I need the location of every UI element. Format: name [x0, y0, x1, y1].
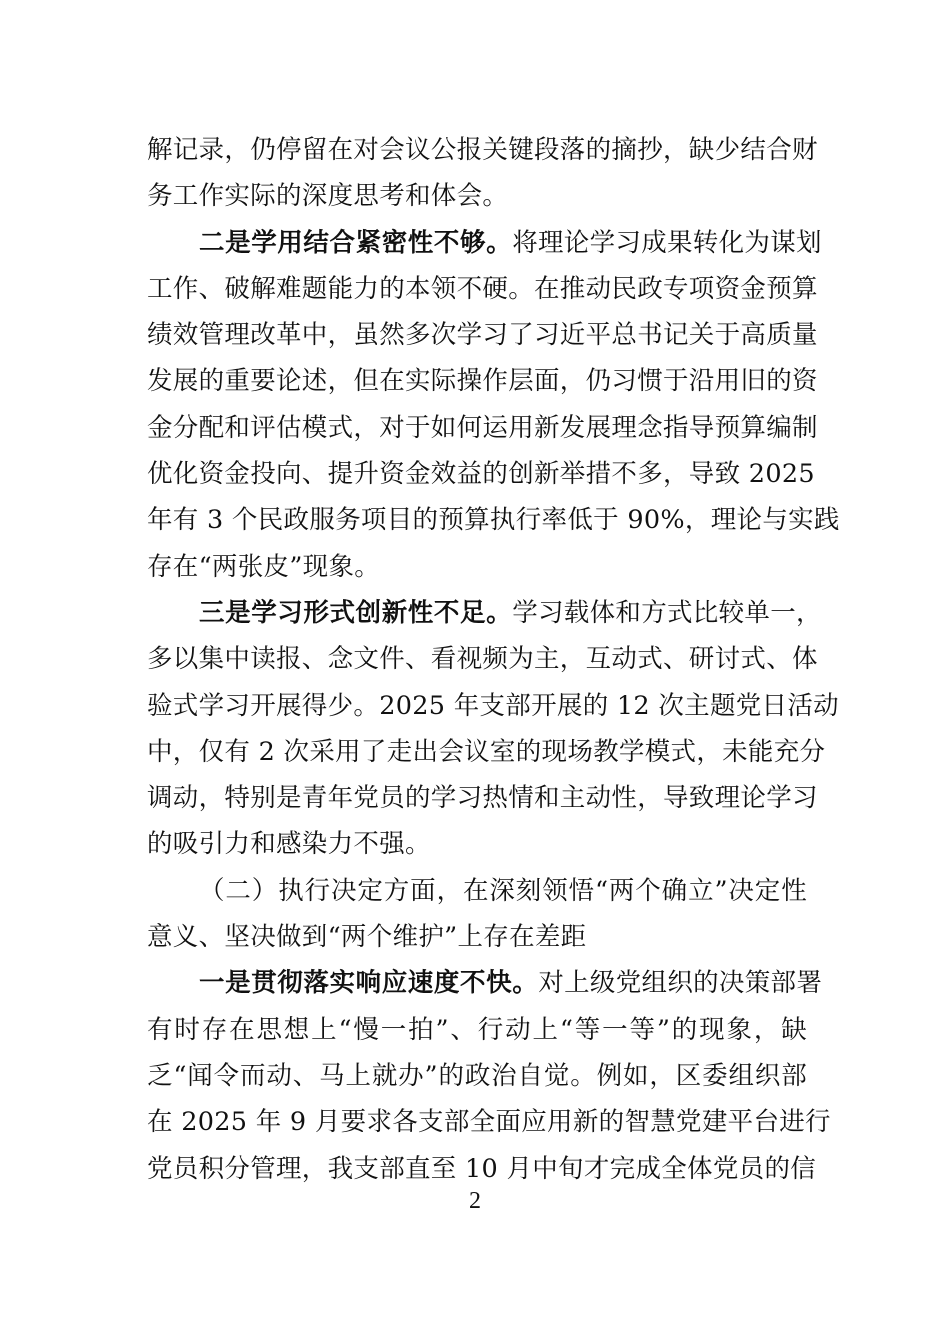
text-line: 金分配和评估模式，对于如何运用新发展理念指导预算编制 — [147, 412, 818, 443]
text-line: 调动，特别是青年党员的学习热情和主动性，导致理论学习 — [147, 783, 818, 814]
text-line: 多以集中读报、念文件、看视频为主，互动式、研讨式、体 — [147, 644, 818, 675]
paragraph-lead: 一是贯彻落实响应速度不快。 — [199, 968, 539, 999]
text-line: 存在“两张皮”现象。 — [147, 551, 381, 582]
text-fragment: 学习载体和方式比较单一， — [512, 597, 822, 628]
paragraph-implementation-speed — [147, 960, 831, 1191]
paragraph-lead: 三是学习形式创新性不足。 — [199, 597, 513, 628]
text-line: 的吸引力和感染力不强。 — [147, 829, 431, 860]
text-line — [147, 590, 822, 636]
text-line: 在 2025 年 9 月要求各支部全面应用新的智慧党建平台进行 — [147, 1107, 831, 1138]
text-fragment: 对上级党组织的决策部署 — [538, 968, 823, 999]
text-line — [147, 220, 822, 266]
document-body — [147, 127, 840, 1192]
text-line: 绩效管理改革中，虽然多次学习了习近平总书记关于高质量 — [147, 320, 818, 351]
paragraph-study-format — [147, 590, 839, 868]
paragraph-continuation — [147, 127, 818, 220]
text-line: 工作、破解难题能力的本领不硬。在推动民政专项资金预算 — [147, 273, 818, 304]
text-line: 乏“闻令而动、马上就办”的政治自觉。例如，区委组织部 — [147, 1060, 807, 1091]
text-line: 务工作实际的深度思考和体会。 — [147, 181, 509, 212]
text-fragment: 将理论学习成果转化为谋划 — [512, 227, 822, 258]
paragraph-lead: 二是学用结合紧密性不够。 — [199, 227, 513, 258]
paragraph-study-application — [147, 220, 840, 590]
text-line — [147, 960, 823, 1006]
text-line: 优化资金投向、提升资金效益的创新举措不多，导致 2025 — [147, 459, 815, 490]
page-number: 2 — [469, 1188, 481, 1214]
text-line: 有时存在思想上“慢一拍”、行动上“等一等”的现象，缺 — [147, 1014, 807, 1045]
heading-line: （二）执行决定方面，在深刻领悟“两个确立”决定性 — [199, 875, 807, 906]
text-line: 中，仅有 2 次采用了走出会议室的现场教学模式，未能充分 — [147, 736, 826, 767]
text-line: 验式学习开展得少。2025 年支部开展的 12 次主题党日活动 — [147, 690, 839, 721]
text-line: 发展的重要论述，但在实际操作层面，仍习惯于沿用旧的资 — [147, 366, 818, 397]
text-line: 党员积分管理，我支部直至 10 月中旬才完成全体党员的信 — [147, 1153, 817, 1184]
text-line: 年有 3 个民政服务项目的预算执行率低于 90%，理论与实践 — [147, 505, 840, 536]
text-line: 解记录，仍停留在对会议公报关键段落的摘抄，缺少结合财 — [147, 135, 818, 165]
heading-line: 意义、坚决做到“两个维护”上存在差距 — [147, 922, 587, 953]
section-heading — [147, 868, 807, 961]
